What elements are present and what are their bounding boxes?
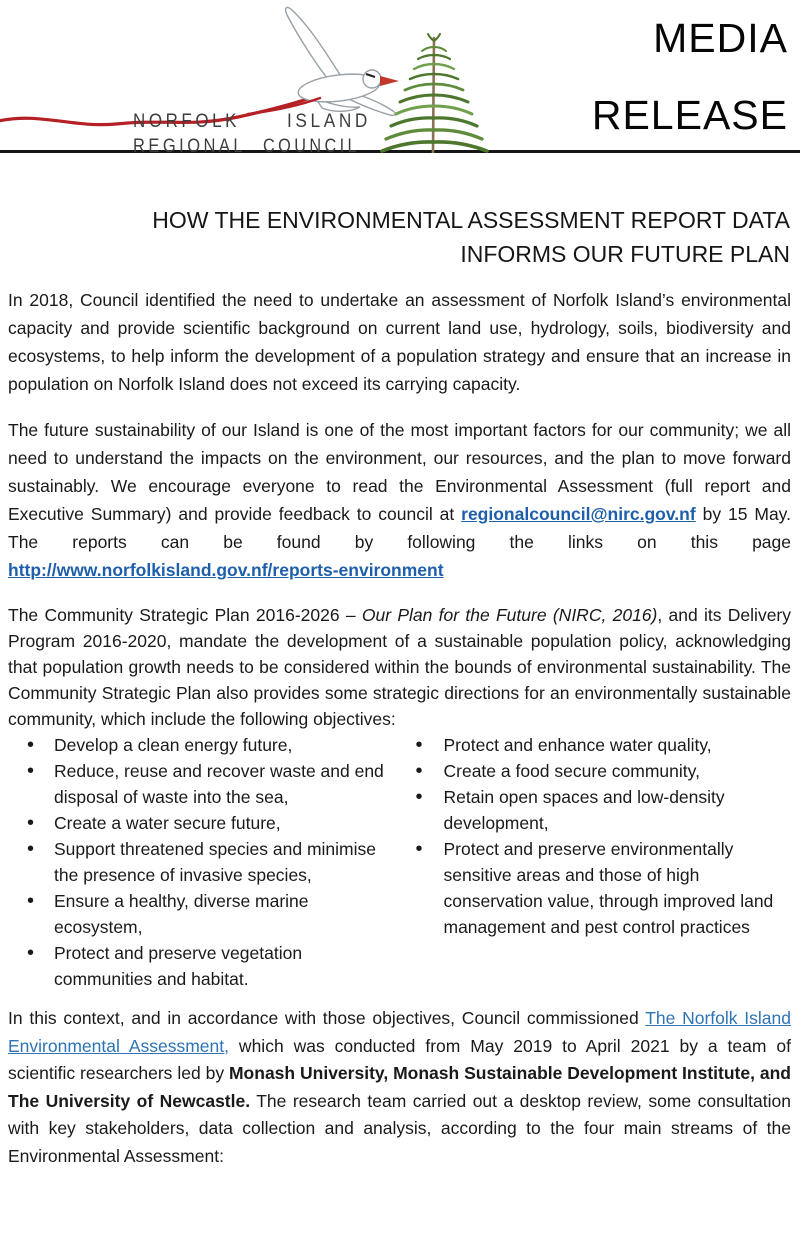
strategic-plan-text: The Community Strategic Plan 2016-2026 – <box>8 605 362 625</box>
list-item: • Develop a clean energy future, <box>8 732 400 758</box>
assessment-link[interactable]: The Norfolk Island Environmental Assessment, <box>8 1008 791 1056</box>
commission-text2: which was conducted from May 2019 to April 2021 by a team of scientific researchers led by <box>8 1035 791 1083</box>
paragraph-background: In 2018, Council identified the need to undertake an assessment of Norfolk Island’s environmental capacity and provide scientific background on current land use, hydrology, soils, biodiversity and ecosystems, to help inform the development of a population strategy and ensure that an increase in population on Norfolk Island does not exceed its carrying capacity. <box>8 290 791 394</box>
commission-text: In this context, and in accordance with those objectives, Council commissioned <box>8 1008 646 1028</box>
document-title <box>10 203 790 271</box>
logo-text-norfolk: NORFOLK <box>133 111 240 132</box>
masthead-media: MEDIA <box>653 15 788 61</box>
objectives-column-right <box>400 732 792 992</box>
document-body <box>0 286 800 1170</box>
paragraph-commission <box>8 1005 791 1170</box>
objectives-list-left <box>8 732 400 992</box>
list-item: • Protect and enhance water quality, <box>400 732 792 758</box>
plan-title-italic: Our Plan for the Future (NIRC, 2016) <box>361 605 658 625</box>
logo-text-regional: REGIONAL <box>133 136 246 153</box>
list-item: • Reduce, reuse and recover waste and end disposal of waste into the sea, <box>8 758 400 810</box>
logo-text-island: ISLAND <box>287 111 371 132</box>
paragraph-feedback-text2: by 15 May. The reports can be found by following the links on this page <box>8 504 791 552</box>
council-logo <box>0 0 540 153</box>
norfolk-pine-icon <box>382 34 487 153</box>
commission-text3: The research team carried out a desktop review, some consultation with key stakeholders, data collection and analysis, according to the four main streams of the Environmental Assessment: <box>8 1090 791 1166</box>
paragraph-feedback <box>8 416 791 584</box>
objectives-columns <box>8 732 791 992</box>
list-item: • Protect and preserve environmentally sensitive areas and those of high conservation value, through improved land management and pest control practices <box>400 836 792 940</box>
strategic-plan-text2: , and its Delivery Program 2016-2020, mandate the development of a sustainable population policy, acknowledging that population growth needs to be considered within the bounds of environmental sustainability. The Community Strategic Plan also provides some strategic directions for an environmentally sustainable community, which include the following objectives: <box>8 605 792 729</box>
email-link[interactable]: regionalcouncil@nirc.gov.nf <box>461 504 696 524</box>
objectives-list-right <box>400 732 792 940</box>
logo-text-council: COUNCIL <box>263 136 360 153</box>
paragraph-strategic-plan <box>8 602 791 732</box>
research-institutions-bold: Monash University, Monash Sustainable Development Institute, and The University of Newcastle. <box>8 1063 791 1111</box>
objectives-column-left <box>8 732 400 992</box>
document-title-line1: HOW THE ENVIRONMENTAL ASSESSMENT REPORT DATA <box>152 207 790 233</box>
header <box>0 0 800 153</box>
list-item: • Ensure a healthy, diverse marine ecosystem, <box>8 888 400 940</box>
reports-url-link[interactable]: http://www.norfolkisland.gov.nf/reports-environment <box>8 560 444 580</box>
document-title-line2: INFORMS OUR FUTURE PLAN <box>460 241 790 267</box>
list-item: • Protect and preserve vegetation communities and habitat. <box>8 940 400 992</box>
list-item: • Create a water secure future, <box>8 810 400 836</box>
paragraph-feedback-text: The future sustainability of our Island is one of the most important factors for our community; we all need to understand the impacts on the environment, our resources, and the plan to move forward sustainably. We encourage everyone to read the Environmental Assessment (full report and Executive Summary) and provide feedback to council at <box>8 420 791 524</box>
masthead-release: RELEASE <box>591 92 788 138</box>
list-item: • Support threatened species and minimise the presence of invasive species, <box>8 836 400 888</box>
masthead <box>592 16 788 137</box>
list-item: • Retain open spaces and low-density development, <box>400 784 792 836</box>
list-item: • Create a food secure community, <box>400 758 792 784</box>
